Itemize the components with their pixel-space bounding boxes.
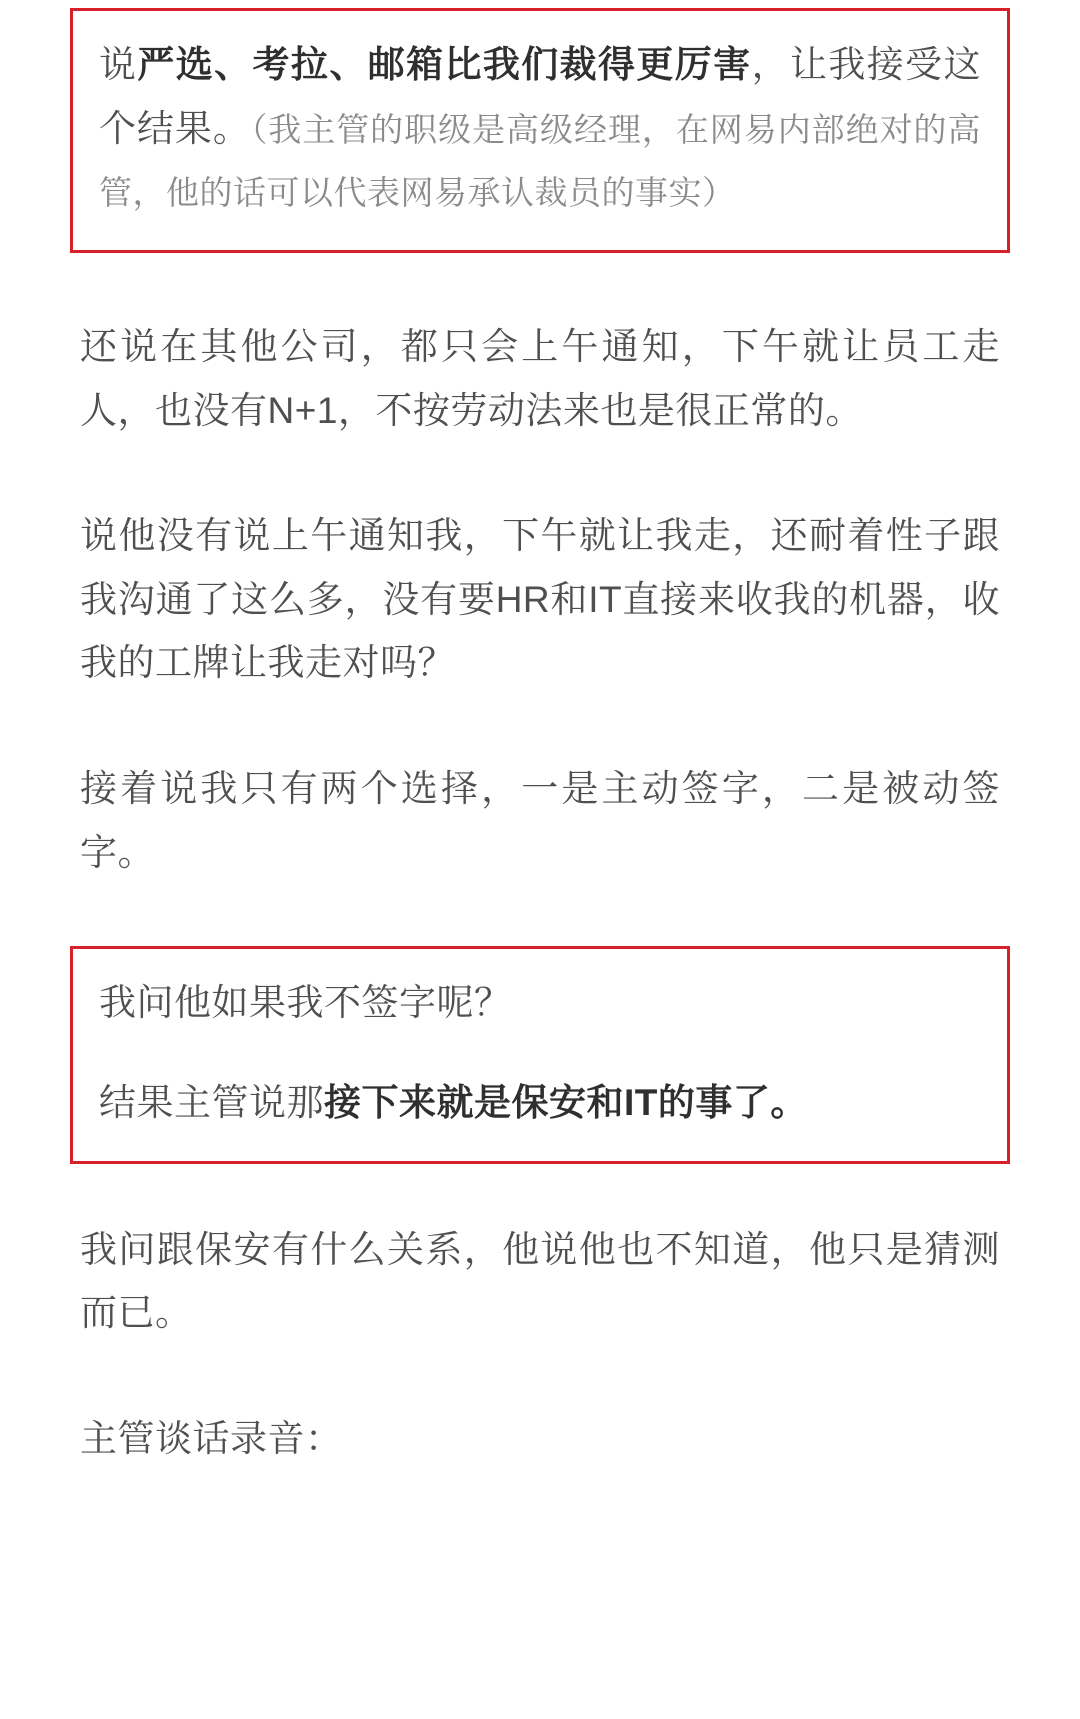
body-paragraph: 主管谈话录音： — [80, 1417, 343, 1459]
paragraph-block-4 — [70, 1218, 1010, 1345]
answer-prefix: 结果主管说那 — [99, 1081, 324, 1123]
spacer — [70, 695, 1010, 757]
lead-text: 说 — [99, 44, 138, 85]
highlighted-question: 我问他如果我不签字呢？ — [99, 982, 512, 1024]
trailing-text: ，让我接受这个结果。 — [99, 44, 982, 149]
highlighted-block-top — [70, 8, 1010, 253]
paragraph-block-1 — [70, 315, 1010, 442]
paragraph-block-3 — [70, 757, 1010, 884]
answer-emphasis: 接下来就是保安和IT的事了。 — [324, 1081, 808, 1123]
highlighted-paragraph-top — [99, 33, 981, 224]
emphasis-text: 严选、考拉、邮箱比我们裁得更厉害 — [137, 44, 752, 85]
body-paragraph: 还说在其他公司，都只会上午通知，下午就让员工走人，也没有N+1，不按劳动法来也是很正常的。 — [80, 325, 1000, 431]
body-paragraph: 说他没有说上午通知我，下午就让我走，还耐着性子跟我沟通了这么多，没有要HR和IT直接来收我的机器，收我的工牌让我走对吗？ — [80, 515, 1000, 684]
highlighted-block-bottom — [70, 946, 1010, 1163]
spacer — [70, 884, 1010, 946]
highlighted-answer — [99, 1071, 981, 1135]
body-paragraph: 我问跟保安有什么关系，他说他也不知道，他只是猜测而已。 — [80, 1228, 1000, 1334]
spacer — [70, 253, 1010, 315]
body-paragraph: 接着说我只有两个选择，一是主动签字，二是被动签字。 — [80, 768, 1000, 873]
spacer — [70, 1345, 1010, 1407]
parenthetical-note: （我主管的职级是高级经理，在网易内部绝对的高管，他的话可以代表网易承认裁员的事实） — [99, 110, 982, 212]
spacer — [70, 442, 1010, 504]
spacer — [70, 1164, 1010, 1218]
paragraph-block-2 — [70, 504, 1010, 695]
document-page — [0, 8, 1080, 1719]
paragraph-block-5 — [70, 1407, 1010, 1471]
spacer — [99, 1035, 981, 1071]
